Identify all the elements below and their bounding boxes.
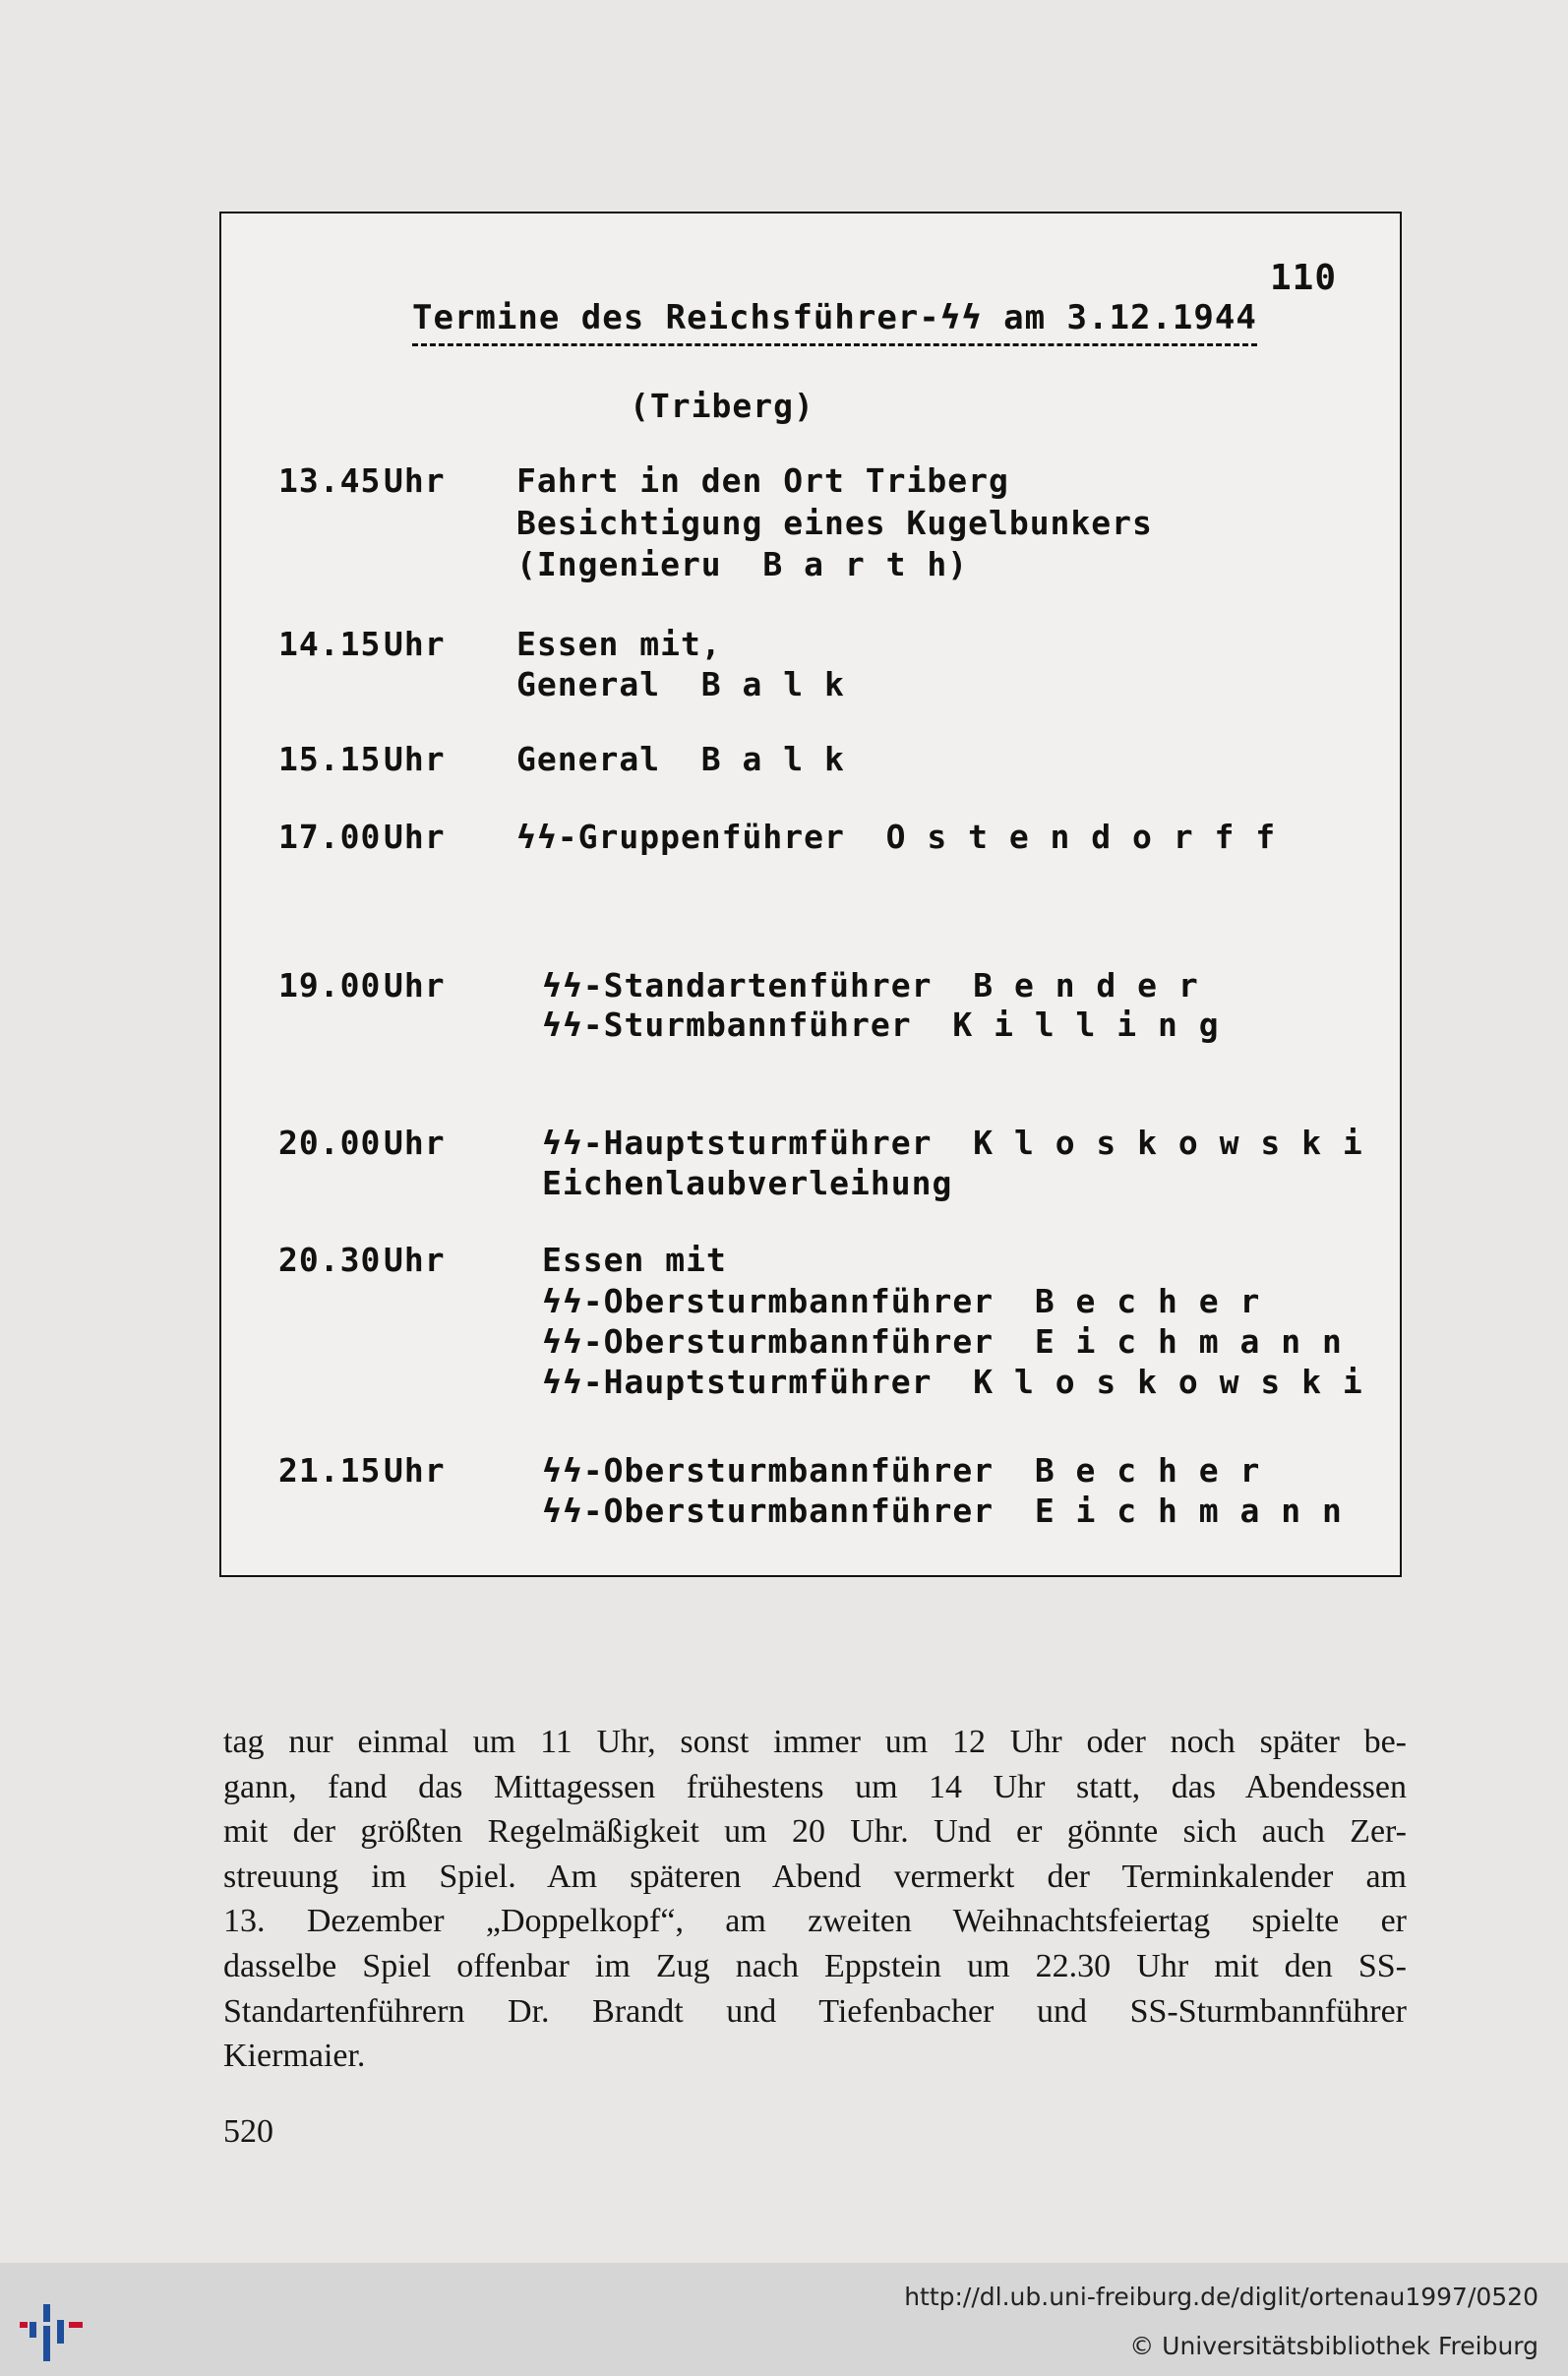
body-line: mit der größten Regelmäßigkeit um 20 Uhr. Und er gönnte sich auch Zer-: [223, 1813, 1407, 1851]
entry-line: ϟϟ-Hauptsturmführer K l o s k o w s k i: [542, 1363, 1363, 1401]
entry-line: Eichenlaubverleihung: [542, 1164, 953, 1202]
viewer-footer: [0, 2263, 1568, 2376]
entry-line: ϟϟ-Obersturmbannführer B e c h e r: [542, 1451, 1261, 1490]
entry-time: 14.15: [278, 625, 382, 663]
body-paragraph: [223, 1720, 1407, 2079]
body-line: Standartenführern Dr. Brandt und Tiefenbacher und SS-Sturmbannführer: [223, 1992, 1407, 2030]
entry-line: ϟϟ-Hauptsturmführer K l o s k o w s k i: [542, 1124, 1363, 1162]
entry-line: ϟϟ-Obersturmbannführer B e c h e r: [542, 1282, 1261, 1320]
entry-line: ϟϟ-Standartenführer B e n d e r: [542, 966, 1199, 1005]
entry-line: ϟϟ-Sturmbannführer K i l l i n g: [542, 1005, 1220, 1044]
entry-line: Essen mit,: [516, 625, 722, 663]
entry-uhr: Uhr: [384, 461, 446, 500]
permalink-url[interactable]: http://dl.ub.uni-freiburg.de/diglit/ortenau1997/0520: [904, 2283, 1538, 2311]
entry-line: ϟϟ-Obersturmbannführer E i c h m a n n: [542, 1322, 1343, 1361]
entry-uhr: Uhr: [384, 1451, 446, 1490]
entry-time: 21.15: [278, 1451, 382, 1490]
entry-line: ϟϟ-Gruppenführer O s t e n d o r f f: [516, 818, 1277, 856]
entry-line: (Ingenieru B a r t h): [516, 545, 969, 583]
entry-uhr: Uhr: [384, 818, 446, 856]
entry-line: General B a l k: [516, 740, 845, 778]
document-number: 110: [1269, 258, 1337, 298]
entry-time: 20.30: [278, 1241, 382, 1279]
entry-line: Essen mit: [542, 1241, 727, 1279]
body-line: tag nur einmal um 11 Uhr, sonst immer um 12 Uhr oder noch später be-: [223, 1724, 1407, 1760]
entry-uhr: Uhr: [384, 966, 446, 1005]
entry-uhr: Uhr: [384, 1241, 446, 1279]
entry-time: 19.00: [278, 966, 382, 1005]
body-line: streuung im Spiel. Am späteren Abend vermerkt der Terminkalender am: [223, 1858, 1407, 1895]
body-line: Kiermaier.: [223, 2038, 366, 2075]
entry-time: 15.15: [278, 740, 382, 778]
body-line: gann, fand das Mittagessen frühestens um 14 Uhr statt, das Abendessen: [223, 1768, 1407, 1805]
ub-freiburg-logo-icon[interactable]: [18, 2283, 96, 2361]
entry-uhr: Uhr: [384, 625, 446, 663]
body-line: 13. Dezember „Doppelkopf“, am zweiten Weihnachtsfeiertag spielte er: [223, 1903, 1407, 1940]
body-line: dasselbe Spiel offenbar im Zug nach Eppstein um 22.30 Uhr mit den SS-: [223, 1947, 1407, 1984]
page-number: 520: [223, 2113, 273, 2150]
document-subtitle: (Triberg): [630, 387, 814, 425]
entry-uhr: Uhr: [384, 1124, 446, 1162]
entry-time: 17.00: [278, 818, 382, 856]
facsimile-document: [219, 212, 1402, 1577]
entry-line: ϟϟ-Obersturmbannführer E i c h m a n n: [542, 1492, 1343, 1530]
entry-time: 20.00: [278, 1124, 382, 1162]
entry-time: 13.45: [278, 461, 382, 500]
entry-uhr: Uhr: [384, 740, 446, 778]
entry-line: Fahrt in den Ort Triberg: [516, 461, 1009, 500]
copyright-text: © Universitätsbibliothek Freiburg: [1129, 2332, 1538, 2360]
entry-line: General B a l k: [516, 665, 845, 703]
document-title: Termine des Reichsführer-ϟϟ am 3.12.1944: [412, 298, 1257, 346]
entry-line: Besichtigung eines Kugelbunkers: [516, 504, 1153, 542]
